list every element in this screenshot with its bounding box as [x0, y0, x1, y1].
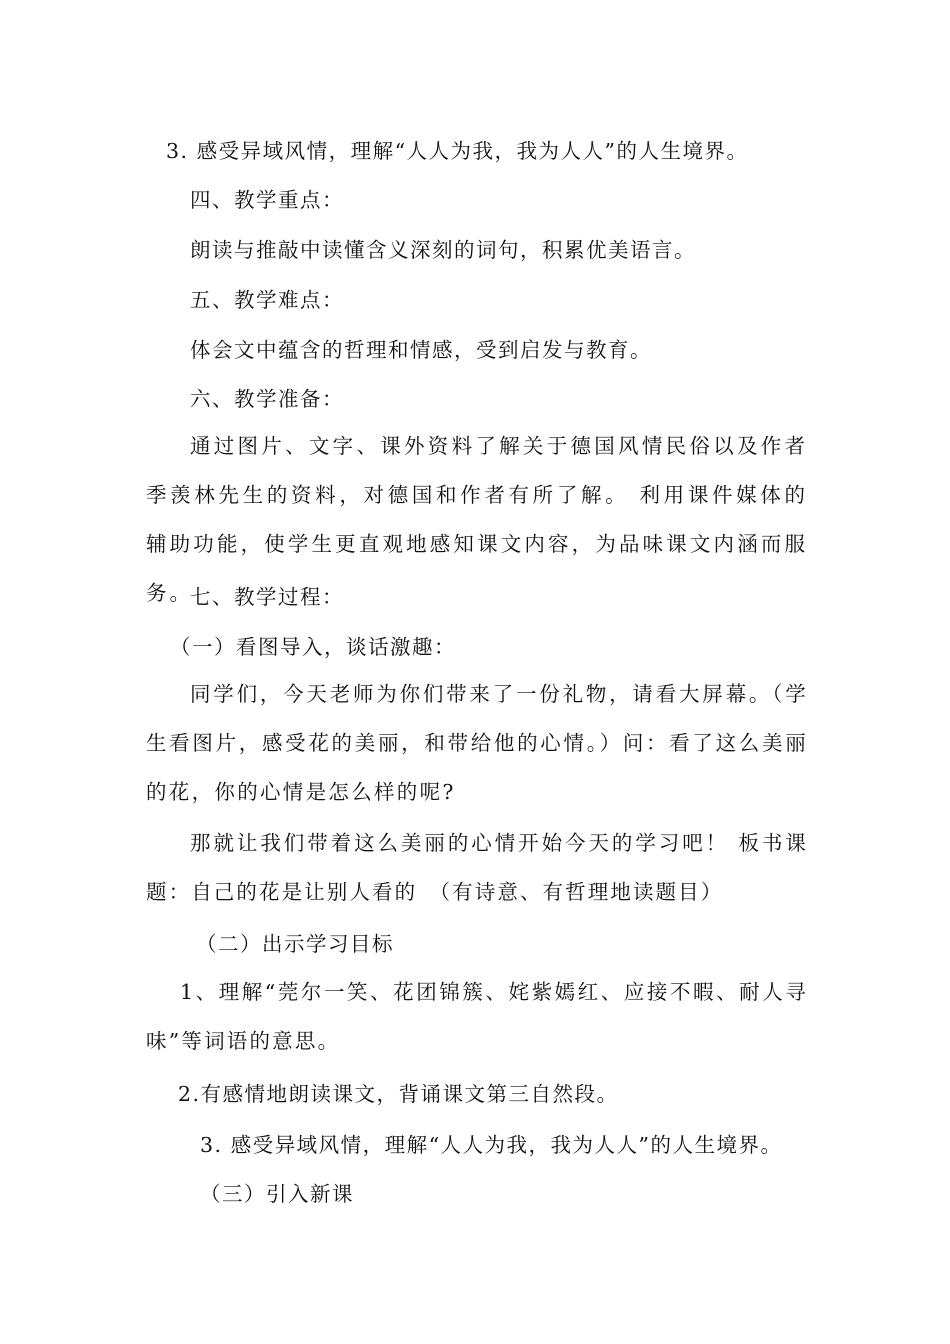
section-heading-preparation: 六、教学准备： — [190, 387, 344, 411]
goal-3-line: 3. 感受异域风情，理解“人人为我，我为人人”的人生境界。 — [166, 139, 749, 163]
goal-3-line-repeat: 3. 感受异域风情，理解“人人为我，我为人人”的人生境界。 — [200, 1133, 783, 1157]
intro-paragraph: 同学们，今天老师为你们带来了一份礼物，请看大屏幕。（学生看图片，感受花的美丽，和带给他的心情。）问：看了这么美丽的花，你的心情是怎么样的呢? — [146, 682, 808, 804]
section-heading-difficulties: 五、教学难点： — [190, 288, 344, 312]
title-paragraph: 那就让我们带着这么美丽的心情开始今天的学习吧！ 板书课题：自己的花是让别人看的 （有诗意、有哲理地读题目） — [146, 831, 808, 904]
goal-2-line: 2.有感情地朗读课文，背诵课文第三自然段。 — [178, 1082, 619, 1106]
section-heading-process: 七、教学过程： — [190, 585, 344, 609]
subsection-heading-goals: （二）出示学习目标 — [196, 932, 394, 956]
subsection-heading-intro: （一）看图导入，谈话激趣： — [170, 635, 456, 659]
section-heading-key-points: 四、教学重点： — [190, 188, 344, 212]
preparation-paragraph: 通过图片、文字、课外资料了解关于德国风情民俗以及作者季羡林先生的资料，对德国和作者有所了解。 利用课件媒体的辅助功能，使学生更直观地感知课文内容，为品味课文内涵而服务。 — [146, 434, 808, 605]
key-points-text: 朗读与推敲中读懂含义深刻的词句，积累优美语言。 — [190, 238, 696, 262]
goal-1-paragraph: 1、理解“莞尔一笑、花团锦簇、姹紫嫣红、应接不暇、耐人寻味”等词语的意思。 — [146, 980, 808, 1053]
difficulties-text: 体会文中蕴含的哲理和情感，受到启发与教育。 — [190, 338, 652, 362]
subsection-heading-new-lesson: （三）引入新课 — [200, 1182, 354, 1206]
